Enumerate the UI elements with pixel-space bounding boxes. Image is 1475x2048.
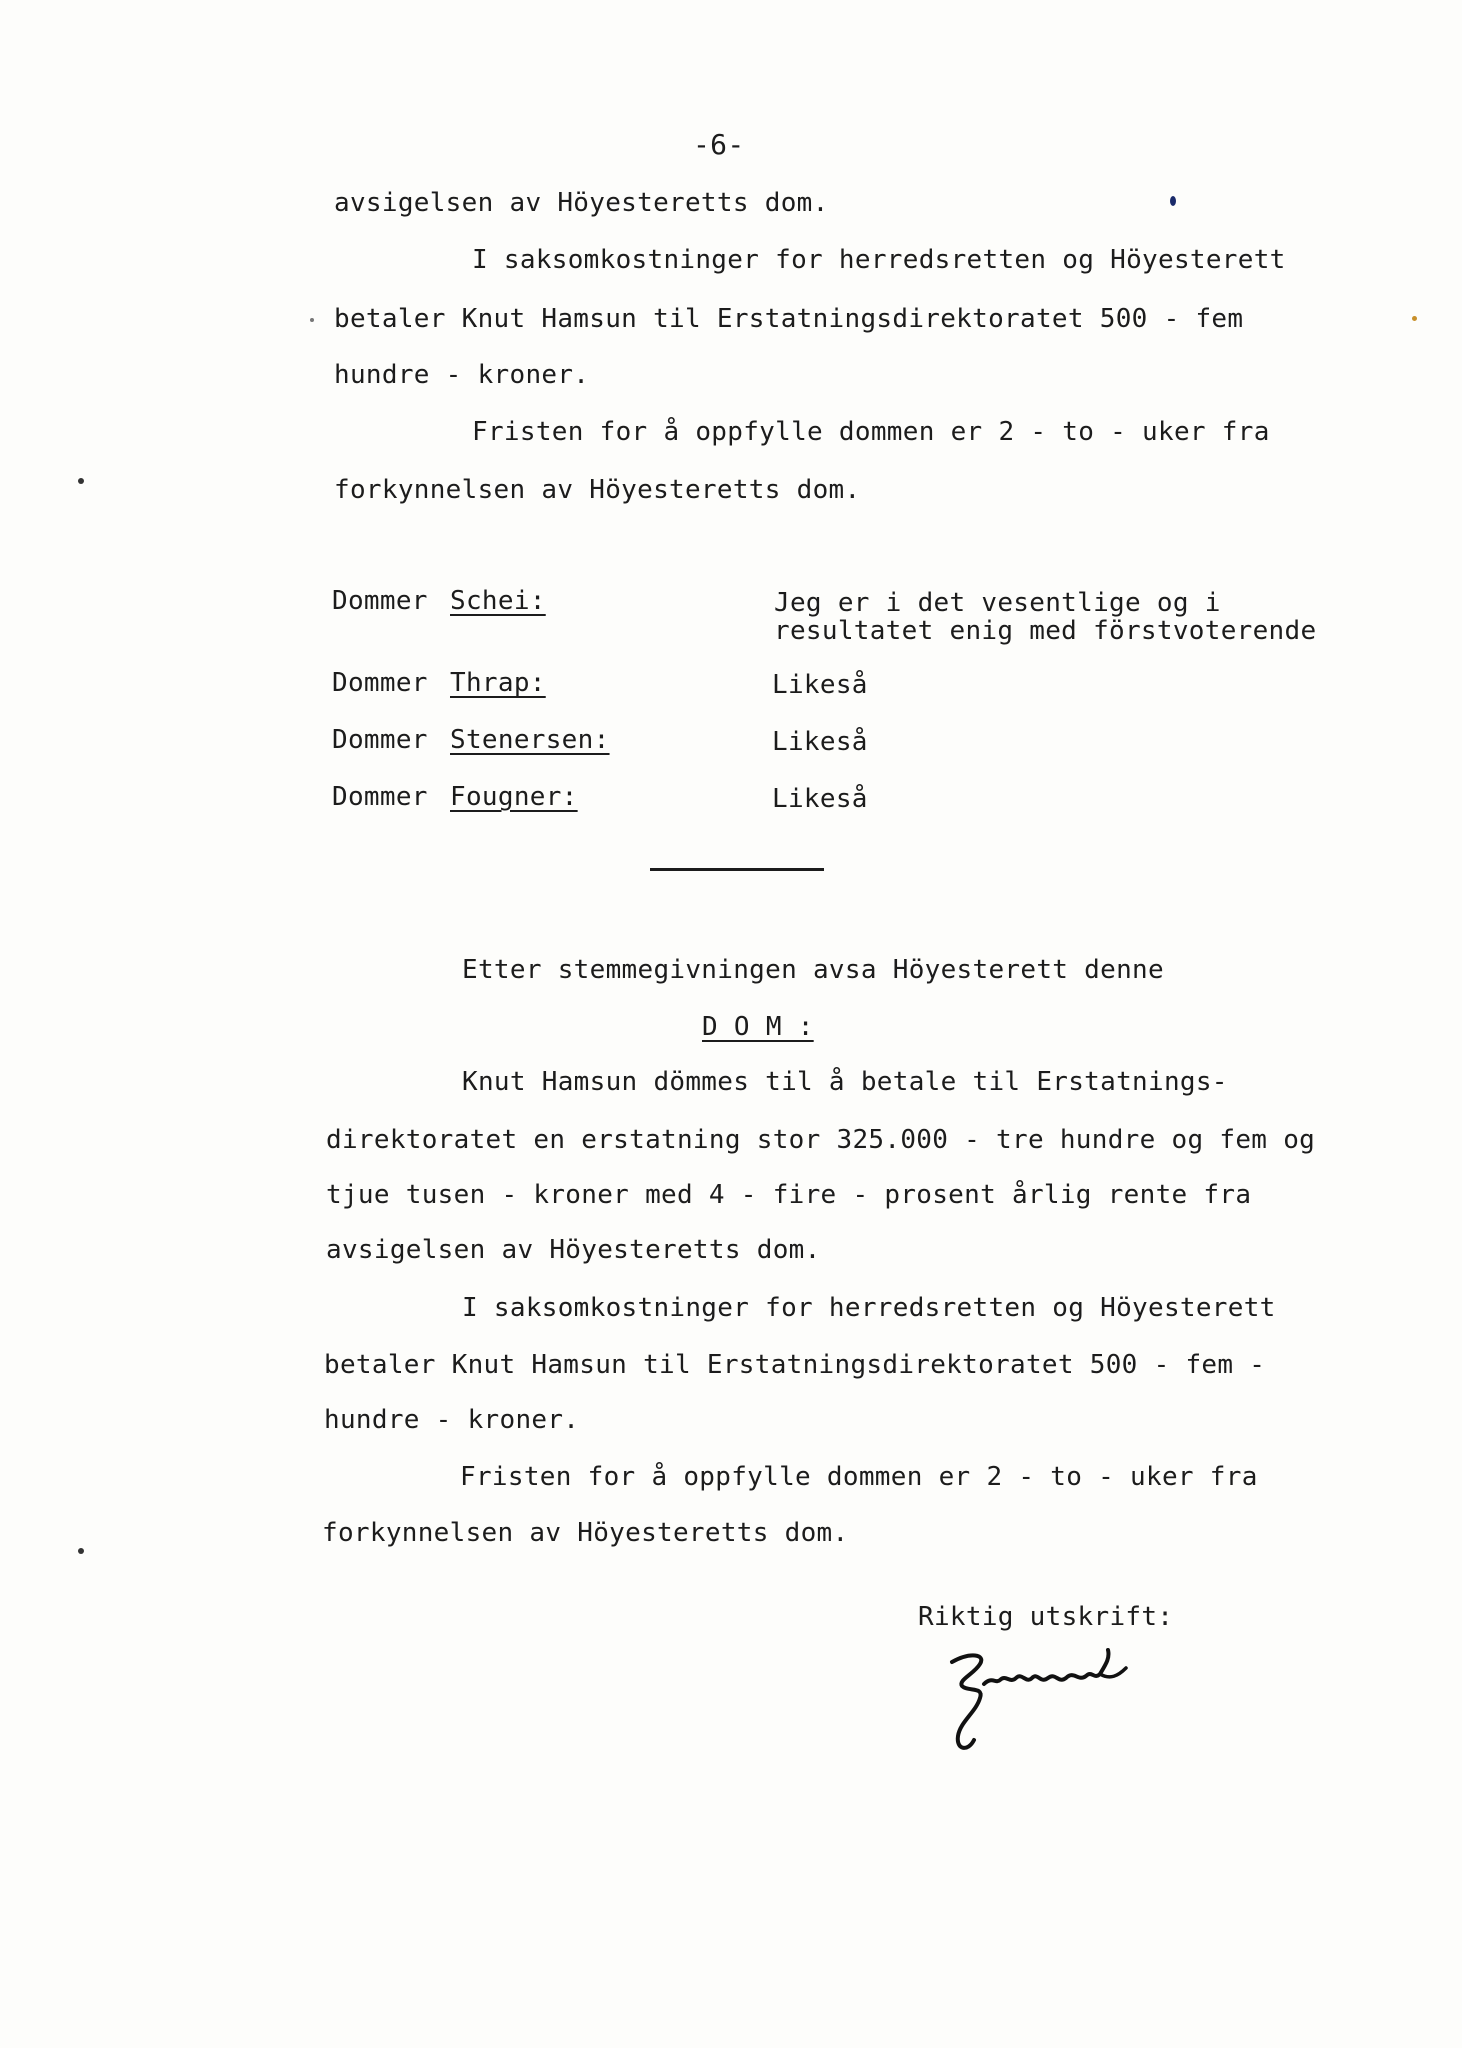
text-line: tjue tusen - kroner med 4 - fire - prosent årlig rente fra [326, 1180, 1252, 1210]
vote-title: Dommer [332, 725, 428, 755]
judge-name: Stenersen: [450, 725, 610, 755]
section-divider [650, 868, 824, 871]
vote-opinion: Jeg er i det vesentlige og i [774, 588, 1221, 618]
vote-title: Dommer [332, 668, 428, 698]
handwritten-signature [940, 1640, 1180, 1760]
scan-speck [78, 478, 84, 484]
text-line: avsigelsen av Höyesteretts dom. [334, 188, 829, 218]
scan-speck [1412, 316, 1417, 321]
text-line: avsigelsen av Höyesteretts dom. [326, 1235, 821, 1265]
verdict-intro: Etter stemmegivningen avsa Höyesterett denne [462, 955, 1164, 985]
text-line: hundre - kroner. [324, 1405, 580, 1435]
text-line: betaler Knut Hamsun til Erstatningsdirektoratet 500 - fem [334, 304, 1244, 334]
text-line: I saksomkostninger for herredsretten og Höyesterett [462, 1293, 1276, 1323]
vote-title: Dommer [332, 586, 428, 616]
vote-opinion: Likeså [772, 670, 868, 700]
vote-title: Dommer [332, 782, 428, 812]
scan-speck [78, 1548, 84, 1554]
text-line: direktoratet en erstatning stor 325.000 - tre hundre og fem og [326, 1125, 1316, 1155]
judge-name: Thrap: [450, 668, 546, 698]
page-number: -6- [693, 128, 745, 161]
text-line: forkynnelsen av Höyesteretts dom. [322, 1518, 849, 1548]
certification-label: Riktig utskrift: [918, 1602, 1174, 1632]
vote-opinion: Likeså [772, 727, 868, 757]
scan-speck [310, 318, 314, 322]
text-line: Fristen for å oppfylle dommen er 2 - to - uker fra [472, 417, 1270, 447]
judge-name: Fougner: [450, 782, 578, 812]
text-line: I saksomkostninger for herredsretten og Höyesterett [472, 245, 1286, 275]
text-line: Knut Hamsun dömmes til å betale til Erstatnings- [462, 1067, 1228, 1097]
text-line: hundre - kroner. [334, 360, 590, 390]
judge-name: Schei: [450, 586, 546, 616]
text-line: Fristen for å oppfylle dommen er 2 - to - uker fra [460, 1462, 1258, 1492]
vote-opinion: resultatet enig med förstvoterende [774, 616, 1317, 646]
scan-speck [1170, 196, 1176, 206]
verdict-heading: D O M : [702, 1012, 814, 1042]
text-line: forkynnelsen av Höyesteretts dom. [334, 475, 861, 505]
text-line: betaler Knut Hamsun til Erstatningsdirektoratet 500 - fem - [324, 1350, 1266, 1380]
vote-opinion: Likeså [772, 784, 868, 814]
